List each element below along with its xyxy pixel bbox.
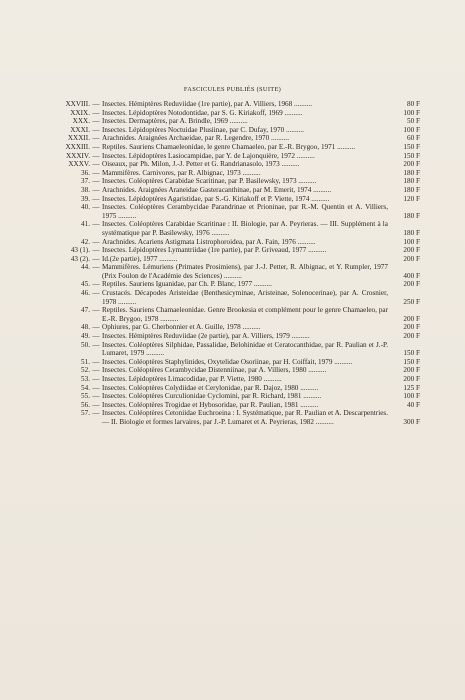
entry-number: XXXIV. xyxy=(65,151,90,160)
publication-list xyxy=(40,100,420,427)
entry-price: 200 F xyxy=(403,280,420,289)
entry-number: 55. xyxy=(81,392,90,401)
entry-description: Insectes. Dermaptères, par A. Brindle, 1969 .......... xyxy=(102,117,248,126)
entry-number: XXX. xyxy=(72,117,90,126)
list-item xyxy=(40,246,420,255)
entry-number: XXXV. xyxy=(68,160,90,169)
entry-price: 200 F xyxy=(403,375,420,383)
entry-dash: — xyxy=(92,194,100,203)
entry-description: Arachnides. Acariens Astigmata Listrophoroidea, par A. Fain, 1976 .......... xyxy=(102,237,316,246)
entry-price: 180 F xyxy=(403,168,420,177)
entry-number: 53. xyxy=(81,375,90,383)
entry-description: Crustacés. Décapodes Aristeidae (Benthesicyminae, Aristeinae, Solenocerinae), par A. Crosnier, 1978 .......... xyxy=(102,289,388,306)
entry-dash: — xyxy=(92,366,100,375)
entry-price: 100 F xyxy=(403,108,420,117)
entry-dash: — xyxy=(92,323,100,332)
list-item xyxy=(40,375,420,384)
entry-price: 60 F xyxy=(407,134,420,143)
list-item xyxy=(40,323,420,332)
entry-number: XXVIII. xyxy=(65,100,90,108)
entry-price: 100 F xyxy=(403,125,420,134)
entry-number: 46. xyxy=(81,289,90,298)
page-heading: FASCICULES PUBLIÉS (SUITE) xyxy=(183,86,282,93)
list-item xyxy=(40,384,420,393)
entry-price: 150 F xyxy=(403,151,420,160)
entry-price: 200 F xyxy=(403,246,420,255)
list-item xyxy=(40,358,420,367)
entry-dash: — xyxy=(92,168,100,177)
entry-price: 180 F xyxy=(403,177,420,186)
list-item xyxy=(40,255,420,264)
entry-price: 180 F xyxy=(403,228,420,237)
entry-dash: — xyxy=(92,357,100,366)
entry-dash: — xyxy=(92,237,100,246)
entry-dash: — xyxy=(92,100,100,108)
entry-price: 200 F xyxy=(403,254,420,263)
entry-price: 40 F xyxy=(407,400,420,409)
list-item xyxy=(40,332,420,341)
entry-number: XXIX. xyxy=(70,108,90,117)
entry-number: XXXII. xyxy=(67,134,90,143)
entry-price: 80 F xyxy=(407,100,420,108)
entry-number: 42. xyxy=(81,237,90,246)
list-item xyxy=(40,409,420,426)
entry-dash: — xyxy=(92,400,100,409)
entry-number: 47. xyxy=(81,306,90,315)
entry-description: Insectes. Hémiptères Reduviidae (1re partie), par A. Villiers, 1968 .......... xyxy=(102,100,313,108)
entry-dash: — xyxy=(92,332,100,341)
entry-dash: — xyxy=(92,203,100,212)
entry-description: Reptiles. Sauriens Iguanidae, par Ch. P. Blanc, 1977 .......... xyxy=(102,280,272,289)
entry-number: XXXIII. xyxy=(65,142,90,151)
list-item xyxy=(40,177,420,186)
entry-description: Oiseaux, par Ph. Milon, J.-J. Petter et G. Randrianasolo, 1973 .......... xyxy=(102,160,300,169)
entry-description: Insectes. Coléoptères Carabidae Scaritinae : II. Biologie, par A. Peyrieras. — III. Supplément à la systématique par P. Basilewsky, 1976 .......... xyxy=(102,220,388,237)
entry-number: 38. xyxy=(81,185,90,194)
entry-dash: — xyxy=(92,254,100,263)
list-item xyxy=(40,220,420,237)
entry-description: Arachnides. Araignées Araneidae Gasteracanthinae, par M. Emerit, 1974 .......... xyxy=(102,185,332,194)
entry-price: 100 F xyxy=(403,392,420,401)
entry-description: Insectes. Lépidoptères Agaristidae, par S.-G. Kiriakoff et P. Viette, 1974 .......... xyxy=(102,194,330,203)
entry-number: 51. xyxy=(81,357,90,366)
list-item xyxy=(40,109,420,118)
entry-dash: — xyxy=(92,220,100,229)
entry-dash: — xyxy=(92,306,100,315)
list-item xyxy=(40,134,420,143)
entry-description: Mammifères. Lémuriens (Primates Prosimiens), par J.-J. Petter, R. Albignac, et Y. Rumpler, 1977 (Prix Foulon de l'Académie des Sciences) .......... xyxy=(102,263,388,280)
entry-dash: — xyxy=(92,340,100,349)
entry-number: 41. xyxy=(81,220,90,229)
entry-description: Mammifères. Carnivores, par R. Albignac, 1973 .......... xyxy=(102,168,261,177)
list-item xyxy=(40,263,420,280)
list-item xyxy=(40,160,420,169)
entry-dash: — xyxy=(92,108,100,117)
list-item xyxy=(40,401,420,410)
entry-price: 200 F xyxy=(403,366,420,375)
list-item xyxy=(40,392,420,401)
entry-price: 200 F xyxy=(403,323,420,332)
entry-description: Insectes. Hémiptères Reduviidae (2e partie), par A. Villiers, 1979 .......... xyxy=(102,332,310,341)
entry-price: 250 F xyxy=(403,297,420,306)
list-item xyxy=(40,238,420,247)
entry-description: Insectes. Coléoptères Cerambycidae Parandrinae et Prioninae, par R.-M. Quentin et A. Villiers, 1975 .......... xyxy=(102,203,388,220)
entry-description: Insectes. Coléoptères Staphylinides, Oxytelidae Osoriinae, par H. Coiffait, 1979 .......... xyxy=(102,357,353,366)
entry-number: 39. xyxy=(81,194,90,203)
entry-description: Reptiles. Sauriens Chamaeleonidae. Genre Brookesia et complément pour le genre Chamaeleo, par E.-R. Brygoo, 1978 .......... xyxy=(102,306,388,323)
entry-description: Insectes. Lépidoptères Limacodidae, par P. Viette, 1980 .......... xyxy=(102,375,282,383)
list-item xyxy=(40,117,420,126)
entry-number: 54. xyxy=(81,383,90,392)
entry-dash: — xyxy=(92,151,100,160)
entry-description: Insectes. Coléoptères Silphidae, Passalidae, Belohinidae et Ceratocanthidae, par R. Paulian et J.-P. Lumaret, 1979 .......... xyxy=(102,340,388,358)
entry-dash: — xyxy=(92,160,100,169)
entry-dash: — xyxy=(92,134,100,143)
entry-description: Id.(2e partie), 1977 .......... xyxy=(102,254,178,263)
entry-dash: — xyxy=(92,142,100,151)
entry-dash: — xyxy=(92,263,100,272)
entry-price: 150 F xyxy=(403,357,420,366)
entry-dash: — xyxy=(92,375,100,383)
list-item xyxy=(40,152,420,161)
list-item xyxy=(40,341,420,358)
entry-price: 180 F xyxy=(403,211,420,220)
list-item xyxy=(40,289,420,306)
entry-dash: — xyxy=(92,185,100,194)
entry-number: 36. xyxy=(81,168,90,177)
list-item xyxy=(40,366,420,375)
entry-number: 40. xyxy=(81,203,90,212)
list-item xyxy=(40,126,420,135)
entry-number: 43 (2). xyxy=(70,254,90,263)
entry-description: Insectes. Coléoptères Cetoniidae Euchroeina : I. Systématique, par R. Paulian et A. Descarpentries. — II. Biologie et formes larvaires, par J.-P. Lumaret et A. Peyrieras, 1982 .......... xyxy=(102,409,388,426)
entry-number: 37. xyxy=(81,177,90,186)
entry-dash: — xyxy=(92,280,100,289)
entry-price: 400 F xyxy=(403,271,420,280)
entry-description: Ophiures, par G. Cherbonnier et A. Guille, 1978 .......... xyxy=(102,323,261,332)
entry-dash: — xyxy=(92,289,100,298)
list-item xyxy=(40,143,420,152)
entry-price: 180 F xyxy=(403,185,420,194)
entry-number: XXXI. xyxy=(70,125,90,134)
entry-description: Insectes. Coléoptères Trogidae et Hybosoridae, par R. Paulian, 1981 .......... xyxy=(102,400,319,409)
entry-price: 200 F xyxy=(403,314,420,323)
entry-price: 200 F xyxy=(403,332,420,341)
entry-price: 120 F xyxy=(403,194,420,203)
entry-dash: — xyxy=(92,117,100,126)
entry-dash: — xyxy=(92,409,100,418)
entry-dash: — xyxy=(92,246,100,255)
list-item xyxy=(40,195,420,204)
list-item xyxy=(40,186,420,195)
list-item xyxy=(40,280,420,289)
entry-number: 52. xyxy=(81,366,90,375)
list-item xyxy=(40,306,420,323)
entry-dash: — xyxy=(92,125,100,134)
entry-description: Insectes. Lépidoptères Noctuidae Plusiinae, par C. Dufay, 1970 .......... xyxy=(102,125,304,134)
entry-number: 49. xyxy=(81,332,90,341)
entry-description: Insectes. Coléoptères Curculionidae Cyclomini, par R. Richard, 1981 .......... xyxy=(102,392,322,401)
entry-number: 56. xyxy=(81,400,90,409)
entry-number: 57. xyxy=(81,409,90,418)
entry-price: 150 F xyxy=(403,142,420,151)
entry-description: Insectes. Coléoptères Cerambycidae Distenniinae, par A. Villiers, 1980 .......... xyxy=(102,366,327,375)
entry-number: 48. xyxy=(81,323,90,332)
entry-price: 100 F xyxy=(403,237,420,246)
entry-dash: — xyxy=(92,392,100,401)
entry-description: Insectes. Coléoptères Carabidae Scaritinae, par P. Basilewsky, 1973 .......... xyxy=(102,177,317,186)
entry-number: 45. xyxy=(81,280,90,289)
entry-price: 125 F xyxy=(403,383,420,392)
entry-dash: — xyxy=(92,383,100,392)
list-item xyxy=(40,203,420,220)
entry-description: Insectes. Lépidoptères Lasiocampidae, par Y. de Lajonquière, 1972 .......... xyxy=(102,151,315,160)
entry-price: 50 F xyxy=(407,117,420,126)
entry-description: Insectes. Coléoptères Colydiidae et Cerylonidae, par R. Dajoz, 1980 .......... xyxy=(102,383,319,392)
entry-price: 300 F xyxy=(403,417,420,426)
list-item xyxy=(40,169,420,178)
entry-dash: — xyxy=(92,177,100,186)
entry-price: 150 F xyxy=(403,349,420,358)
entry-description: Arachnides. Araignées Archaeidae, par R. Legendre, 1970 .......... xyxy=(102,134,290,143)
entry-price: 200 F xyxy=(403,160,420,169)
entry-number: 44. xyxy=(81,263,90,272)
entry-number: 50. xyxy=(81,340,90,349)
entry-number: 43 (1). xyxy=(70,246,90,255)
entry-description: Insectes. Lépidoptères Notodontidae, par S. G. Kiriakoff, 1969 .......... xyxy=(102,108,303,117)
list-item xyxy=(40,100,420,109)
entry-description: Reptiles. Sauriens Chamaeleonidae, le genre Chamaeleo, par E.-R. Brygoo, 1971 .......... xyxy=(102,142,356,151)
entry-description: Insectes. Lépidoptères Lymantriidae (1re partie), par P. Griveaud, 1977 .......... xyxy=(102,246,327,255)
